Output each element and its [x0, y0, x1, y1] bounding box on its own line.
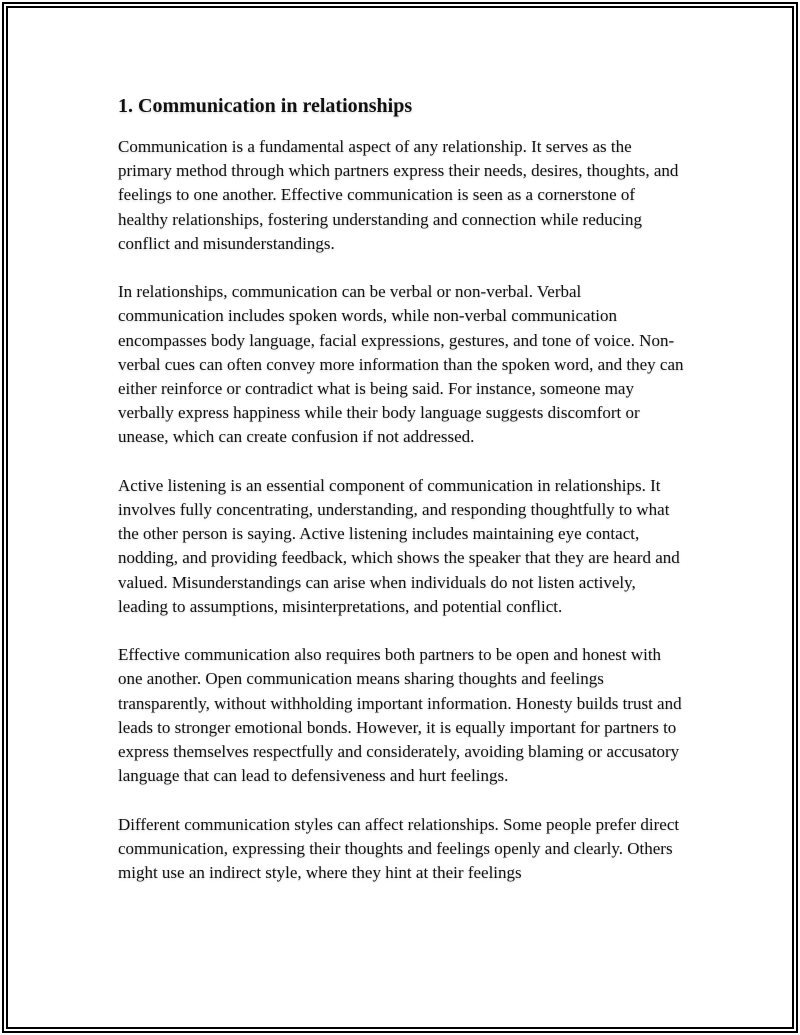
document-body: [118, 92, 688, 909]
paragraph-5: Different communication styles can affect relationships. Some people prefer direct communication, expressing their thoughts and feelings openly and clearly. Others might use an indirect style, where they hint at their feelings: [118, 814, 680, 883]
paragraph-2: In relationships, communication can be verbal or non-verbal. Verbal communication includes spoken words, while non-verbal communication encompasses body language, facial expressions, gestures, and tone of voice. Non-verbal cues can often convey more information than the spoken word, and they can either reinforce or contradict what is being said. For instance, someone may verbally express happiness while their body language suggests discomfort or unease, which can create confusion if not addressed.: [118, 282, 684, 447]
paragraph-1: Communication is a fundamental aspect of any relationship. It serves as the primary method through which partners express their needs, desires, thoughts, and feelings to one another. Effective communication is seen as a cornerstone of healthy relationships, fostering understanding and connection while reducing conflict and misunderstandings.: [118, 137, 679, 253]
paragraph-4: Effective communication also requires both partners to be open and honest with one another. Open communication means sharing thoughts and feelings transparently, without withholding important information. Honesty builds trust and leads to stronger emotional bonds. However, it is equally important for partners to express themselves respectfully and considerately, avoiding blaming or accusatory language that can lead to defensiveness and hurt feelings.: [118, 645, 682, 786]
section-heading: 1. Communication in relationships: [118, 95, 413, 117]
paragraph-3: Active listening is an essential component of communication in relationships. It involves fully concentrating, understanding, and responding thoughtfully to what the other person is saying. Active listening includes maintaining eye contact, nodding, and providing feedback, which shows the speaker that they are heard and valued. Misunderstandings can arise when individuals do not listen actively, leading to assumptions, misinterpretations, and potential conflict.: [118, 475, 680, 616]
